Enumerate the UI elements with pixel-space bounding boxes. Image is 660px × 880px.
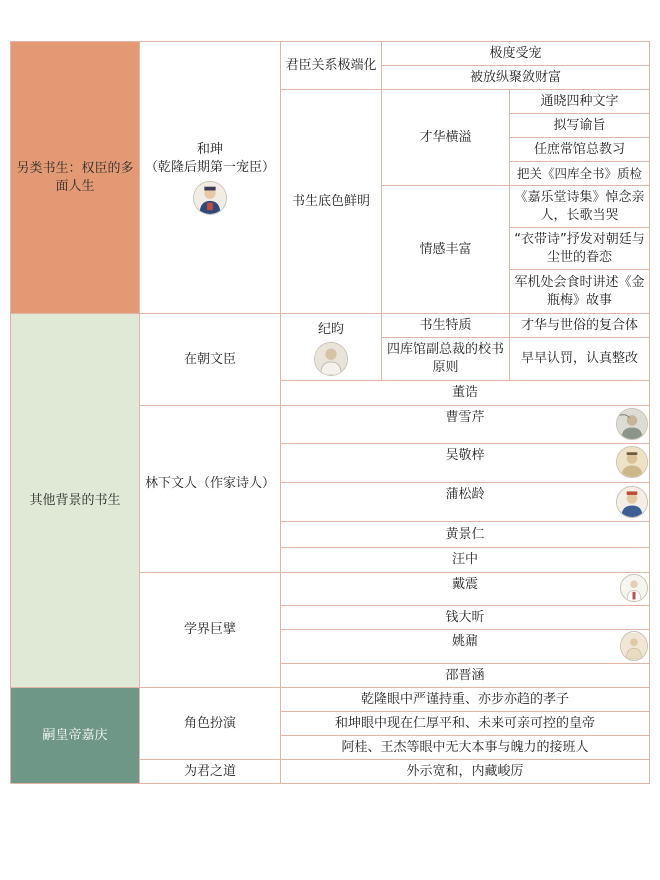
trait-key: 四库馆副总裁的校书原则 (381, 337, 510, 381)
leaf: 把关《四库全书》质检 (509, 161, 650, 186)
leaf: 乾隆眼中严谨持重、亦步亦趋的孝子 (280, 687, 650, 712)
subject-name: 和珅 (196, 142, 223, 157)
leaf: 通晓四种文字 (509, 89, 650, 114)
group-scholars: 学界巨擘 (139, 572, 281, 688)
leaf: 任庶常馆总教习 (509, 137, 650, 162)
person-wujingzi: 吴敬梓 (280, 443, 650, 483)
subgroup-talent: 才华横溢 (381, 89, 510, 186)
leaf: 军机处会食时讲述《金瓶梅》故事 (509, 269, 650, 314)
leaf: 和坤眼中现在仁厚平和、未来可亲可控的皇帝 (280, 711, 650, 736)
person-donggao: 董诰 (280, 380, 650, 406)
subject-heshen (139, 41, 281, 314)
person-jiyun: 纪昀 (280, 313, 382, 381)
trait-key: 书生特质 (381, 313, 510, 338)
leaf: 外示宽和，内藏峻厉 (280, 759, 650, 784)
leaf: 阿桂、王杰等眼中无大本事与魄力的接班人 (280, 735, 650, 760)
person-daizhen: 戴震 (280, 572, 650, 606)
person-shaojinhan: 邵晋涵 (280, 663, 650, 688)
trait-value: 才华与世俗的复合体 (509, 313, 650, 338)
jiyun-portrait-icon (314, 342, 348, 376)
category-heshen: 另类书生：权臣的多面人生 (10, 41, 140, 314)
group-role-play: 角色扮演 (139, 687, 281, 760)
group-way-of-ruling: 为君之道 (139, 759, 281, 784)
group-relation: 君臣关系极端化 (280, 41, 382, 90)
group-literati: 林下文人（作家诗人） (139, 405, 281, 573)
person-huangjingren: 黄景仁 (280, 521, 650, 548)
leaf: 被放纵聚敛财富 (381, 65, 650, 90)
person-wangzhong: 汪中 (280, 547, 650, 573)
leaf: 极度受宠 (381, 41, 650, 66)
daizhen-portrait-icon (620, 574, 648, 602)
person-pusongling: 蒲松龄 (280, 482, 650, 522)
caoxueqin-portrait-icon (616, 408, 648, 440)
group-court-officials: 在朝文臣 (139, 313, 281, 406)
group-scholar-nature: 书生底色鲜明 (280, 89, 382, 314)
person-qiandaxin: 钱大昕 (280, 605, 650, 630)
leaf: 《嘉乐堂诗集》悼念亲人，长歌当哭 (509, 185, 650, 228)
subgroup-emotion: 情感丰富 (381, 185, 510, 314)
wujingzi-portrait-icon (616, 446, 648, 478)
category-jiaqing: 嗣皇帝嘉庆 (10, 687, 140, 784)
yaonai-portrait-icon (620, 631, 648, 661)
person-yaonai: 姚鼐 (280, 629, 650, 664)
category-other-scholars: 其他背景的书生 (10, 313, 140, 688)
heshen-portrait-icon (193, 181, 227, 215)
person-caoxueqin: 曹雪芹 (280, 405, 650, 444)
trait-value: 早早认罚，认真整改 (509, 337, 650, 381)
pusongling-portrait-icon (616, 486, 648, 518)
leaf: “衣带诗”抒发对朝廷与尘世的眷恋 (509, 227, 650, 270)
subject-note: （乾隆后期第一宠臣） (144, 160, 275, 175)
leaf: 拟写谕旨 (509, 113, 650, 138)
